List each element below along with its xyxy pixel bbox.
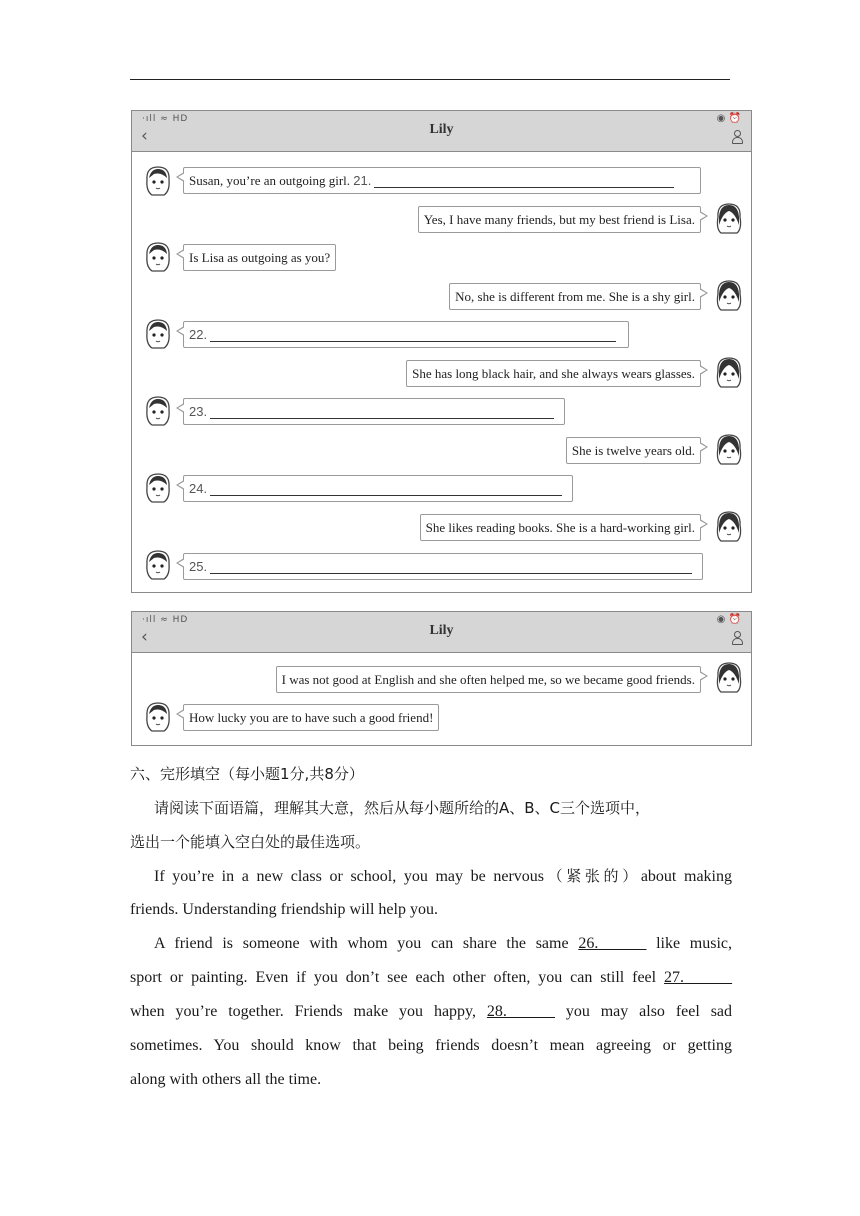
instruction-line-2: 选出一个能填入空白处的最佳选项。 — [130, 833, 371, 851]
avatar-susan — [142, 317, 174, 351]
message-best-friend: Yes, I have many friends, but my best friend is Lisa. — [418, 206, 701, 233]
message-twelve-years: She is twelve years old. — [566, 437, 701, 464]
paragraph-2-line-4: sometimes. You should know that being friends doesn’t mean agreeing or getting — [130, 1037, 732, 1054]
chat-title: Lily — [429, 122, 454, 137]
alarm-icons: ◉ ⏰ — [716, 614, 741, 625]
avatar-susan — [142, 240, 174, 274]
status-icons: ·ıll ≈ HD — [142, 615, 189, 625]
avatar-lily — [713, 432, 745, 466]
back-icon[interactable]: ‹ — [141, 627, 148, 647]
paragraph-1-line-2: friends. Understanding friendship will help you. — [130, 901, 438, 918]
paragraph-2-line-2: sport or painting. Even if you don’t see each other often, you can still feel 27.______ — [130, 969, 733, 986]
avatar-susan — [142, 164, 174, 198]
paragraph-2-line-5: along with others all the time. — [130, 1071, 322, 1088]
message-22-blank: 22. — [183, 321, 629, 348]
chat-window-2 — [131, 611, 752, 746]
top-rule — [130, 79, 730, 80]
profile-icon[interactable] — [732, 631, 742, 645]
avatar-susan — [142, 471, 174, 505]
avatar-susan — [142, 548, 174, 582]
avatar-lily — [713, 201, 745, 235]
section-heading: 六、完形填空（每小题1分,共8分） — [130, 765, 364, 783]
message-shy-girl: No, she is different from me. She is a shy girl. — [449, 283, 701, 310]
instruction-line-1: 请阅读下面语篇，理解其大意，然后从每小题所给的A、B、C三个选项中， — [154, 799, 651, 817]
avatar-susan — [142, 394, 174, 428]
message-long-black-hair: She has long black hair, and she always wears glasses. — [406, 360, 701, 387]
alarm-icons: ◉ ⏰ — [716, 113, 741, 124]
blank-27: 27.______ — [664, 969, 733, 986]
profile-icon[interactable] — [732, 130, 742, 144]
blank-26: 26.______ — [578, 935, 647, 952]
message-reading-books: She likes reading books. She is a hard-working girl. — [420, 514, 701, 541]
paragraph-2-line-1: A friend is someone with whom you can share the same 26.______ like music, — [154, 935, 733, 952]
chat-window-1 — [131, 110, 752, 593]
message-25-blank: 25. — [183, 553, 703, 580]
message-21: Susan, you’re an outgoing girl. 21. — [183, 167, 701, 194]
blank-28: 28.______ — [486, 1003, 555, 1020]
chat-title: Lily — [429, 623, 454, 638]
message-outgoing-question: Is Lisa as outgoing as you? — [183, 244, 336, 271]
back-icon[interactable]: ‹ — [141, 126, 148, 146]
paragraph-1-line-1: If you’re in a new class or school, you may be nervous（紧张的）about making — [154, 867, 732, 885]
avatar-lily — [713, 660, 745, 694]
avatar-lily — [713, 278, 745, 312]
avatar-lily — [713, 509, 745, 543]
message-24-blank: 24. — [183, 475, 573, 502]
chat-header — [132, 612, 751, 653]
chat-header — [132, 111, 751, 152]
avatar-lily — [713, 355, 745, 389]
message-how-lucky: How lucky you are to have such a good friend! — [183, 704, 439, 731]
message-23-blank: 23. — [183, 398, 565, 425]
status-icons: ·ıll ≈ HD — [142, 114, 189, 124]
avatar-susan — [142, 700, 174, 734]
paragraph-2-line-3: when you’re together. Friends make you happy, 28.______ you may also feel sad — [130, 1003, 733, 1020]
message-helped-english: I was not good at English and she often helped me, so we became good friends. — [276, 666, 701, 693]
